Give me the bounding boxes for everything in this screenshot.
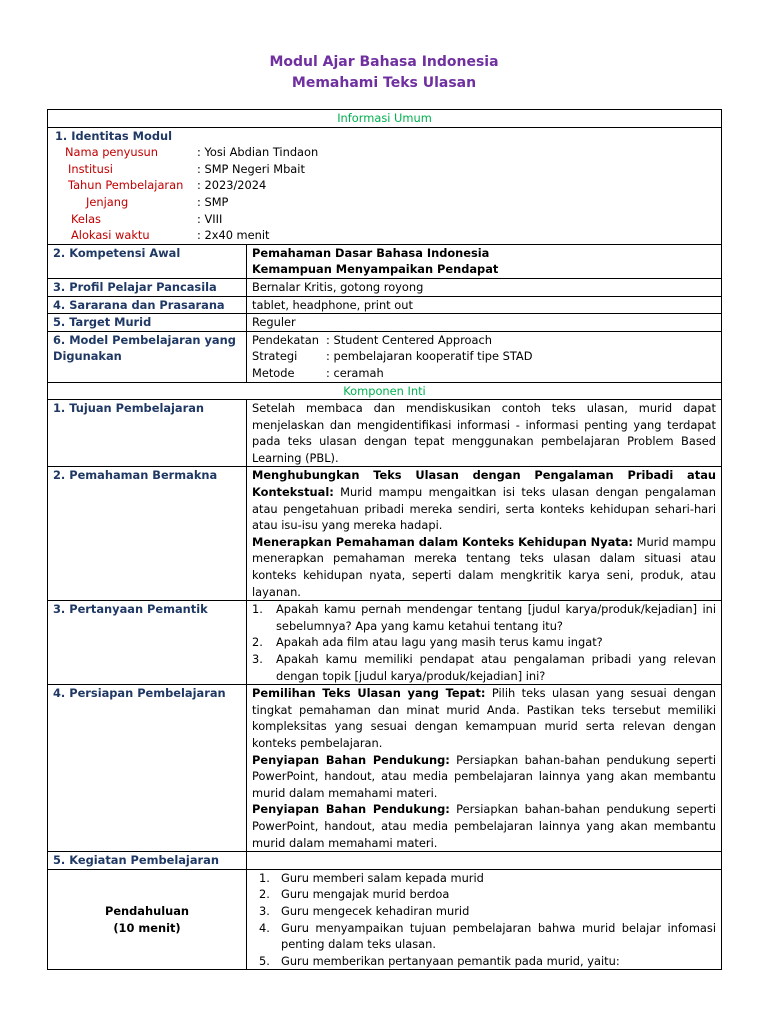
document-title: Modul Ajar Bahasa Indonesia bbox=[269, 54, 499, 70]
list-number: 2. bbox=[259, 887, 270, 902]
field-value: : Yosi Abdian Tindaon bbox=[197, 145, 319, 160]
field-key: Institusi bbox=[68, 161, 113, 176]
paragraph-heading: Menghubungkan Teks Ulasan dengan Pengalaman Pribadi atau Kontekstual: bbox=[252, 468, 716, 500]
model-key: Strategi bbox=[252, 349, 298, 364]
section-heading: Komponen Inti bbox=[48, 382, 722, 400]
field-key: Tahun Pembelajaran bbox=[68, 178, 184, 193]
pendahuluan-duration: (10 menit) bbox=[113, 920, 181, 935]
pendahuluan-label: Pendahuluan bbox=[104, 903, 190, 918]
sarana-label: 4. Sararana dan Prasarana bbox=[48, 296, 247, 314]
list-text: Apakah ada film atau lagu yang masih terus kamu ingat? bbox=[276, 635, 603, 650]
paragraph-text: Persiapkan bahan-bahan pendukung seperti PowerPoint, handout, atau media pembelajaran lainnya yang akan membantu murid dalam memahami materi. bbox=[252, 802, 716, 850]
tujuan-text: Setelah membaca dan mendiskusikan contoh teks ulasan, murid dapat menjelaskan dan mengidentifikasi informasi - informasi penting yang terdapat pada teks ulasan dengan tepat menggunakan pembelajaran Problem Based Learning (PBL). bbox=[247, 400, 722, 467]
field-key: Kelas bbox=[71, 211, 101, 226]
paragraph-text: Murid mampu mengaitkan isi teks ulasan dengan pengalaman atau pengetahuan pribadi mereka sendiri, serta konteks kehidupan sehari-hari atau isu-isu yang mereka hadapi. bbox=[252, 485, 716, 533]
section-row-komponen-inti bbox=[48, 382, 722, 400]
model-item bbox=[252, 332, 716, 349]
list-item bbox=[259, 953, 716, 970]
model-value: : pembelajaran kooperatif tipe STAD bbox=[326, 349, 533, 364]
module-table bbox=[47, 109, 722, 970]
paragraph-text: Murid mampu menerapkan pemahaman mereka tentang teks ulasan dalam situasi atau konteks kehidupan nyata, seperti dalam mengkritik karya seni, produk, atau layanan. bbox=[252, 534, 716, 599]
persiapan-paragraph bbox=[252, 685, 716, 751]
field-value: : VIII bbox=[197, 211, 223, 226]
list-item bbox=[259, 920, 716, 953]
list-number: 4. bbox=[259, 920, 270, 935]
model-item bbox=[252, 365, 716, 382]
model-label: 6. Model Pembelajaran yang Digunakan bbox=[48, 331, 247, 382]
field-value: : SMP bbox=[197, 194, 229, 209]
pendahuluan-row bbox=[48, 869, 722, 970]
target-value: Reguler bbox=[247, 314, 722, 332]
tujuan-row bbox=[48, 400, 722, 467]
model-key: Pendekatan bbox=[252, 332, 319, 347]
paragraph-heading: Penyiapan Bahan Pendukung: bbox=[252, 802, 450, 817]
list-number: 1. bbox=[252, 602, 263, 617]
list-number: 3. bbox=[252, 652, 263, 666]
paragraph-text: Persiapkan bahan-bahan pendukung seperti PowerPoint, handout, atau media pembelajaran lainnya yang akan membantu murid dalam memahami materi. bbox=[252, 752, 716, 800]
kompetensi-line: Kemampuan Menyampaikan Pendapat bbox=[252, 262, 499, 277]
target-row bbox=[48, 314, 722, 332]
paragraph-heading: Penyiapan Bahan Pendukung: bbox=[252, 752, 450, 767]
identitas-label: 1. Identitas Modul bbox=[55, 128, 172, 143]
pertanyaan-label: 3. Pertanyaan Pemantik bbox=[48, 601, 247, 685]
section-row-informasi-umum bbox=[48, 110, 722, 128]
model-key: Metode bbox=[252, 365, 295, 380]
section-heading: Informasi Umum bbox=[48, 110, 722, 128]
list-text: Guru menyampaikan tujuan pembelajaran bahwa murid belajar infomasi penting dalam teks ulasan. bbox=[281, 920, 716, 952]
profil-value: Bernalar Kritis, gotong royong bbox=[247, 278, 722, 296]
paragraph-text: Pilih teks ulasan yang sesuai dengan tingkat pemahaman dan minat murid Anda. Pastikan teks tersebut memiliki kompleksitas yang sesuai dengan kemampuan murid serta relevan dengan konteks pembelajaran. bbox=[252, 686, 717, 750]
list-item bbox=[259, 886, 716, 903]
list-text: Guru mengecek kehadiran murid bbox=[281, 903, 470, 918]
list-item bbox=[252, 651, 716, 684]
list-number: 3. bbox=[259, 903, 270, 918]
tujuan-label: 1. Tujuan Pembelajaran bbox=[48, 400, 247, 467]
sarana-value: tablet, headphone, print out bbox=[247, 296, 722, 314]
identitas-row bbox=[48, 127, 722, 244]
pertanyaan-row bbox=[48, 601, 722, 685]
field-value: : 2x40 menit bbox=[197, 228, 270, 243]
list-text: Guru memberi salam kepada murid bbox=[281, 870, 484, 885]
kompetensi-row bbox=[48, 244, 722, 278]
list-item bbox=[252, 634, 716, 651]
list-item bbox=[259, 903, 716, 920]
persiapan-label: 4. Persiapan Pembelajaran bbox=[48, 685, 247, 852]
pemahaman-paragraph bbox=[252, 467, 716, 533]
field-key: Alokasi waktu bbox=[71, 228, 150, 243]
kegiatan-row bbox=[48, 852, 722, 870]
identitas-fields bbox=[55, 144, 716, 244]
pemahaman-row bbox=[48, 467, 722, 601]
sarana-row bbox=[48, 296, 722, 314]
pemahaman-paragraph bbox=[252, 534, 716, 600]
paragraph-heading: Menerapkan Pemahaman dalam Konteks Kehidupan Nyata: bbox=[252, 534, 633, 549]
list-number: 2. bbox=[252, 635, 263, 650]
model-value: : ceramah bbox=[326, 365, 384, 380]
paragraph-heading: Pemilihan Teks Ulasan yang Tepat: bbox=[252, 686, 486, 701]
target-label: 5. Target Murid bbox=[48, 314, 247, 332]
list-item bbox=[259, 870, 716, 887]
model-row bbox=[48, 331, 722, 382]
list-text: Guru memberikan pertanyaan pemantik pada murid, yaitu: bbox=[281, 953, 620, 968]
persiapan-row bbox=[48, 685, 722, 852]
persiapan-paragraph bbox=[252, 752, 716, 802]
profil-label: 3. Profil Pelajar Pancasila bbox=[48, 278, 247, 296]
pemahaman-label: 2. Pemahaman Bermakna bbox=[48, 467, 247, 601]
field-key: Jenjang bbox=[86, 194, 129, 209]
list-number: 1. bbox=[259, 870, 270, 885]
persiapan-paragraph bbox=[252, 801, 716, 851]
list-item bbox=[252, 601, 716, 634]
document-subtitle: Memahami Teks Ulasan bbox=[291, 75, 477, 91]
model-value: : Student Centered Approach bbox=[326, 332, 492, 347]
profil-row bbox=[48, 278, 722, 296]
field-key: Nama penyusun bbox=[65, 145, 158, 160]
list-text: Apakah kamu memiliki pendapat atau pengalaman pribadi yang relevan dengan topik [judul karya/produk/kejadian] ini? bbox=[276, 652, 716, 683]
list-number: 5. bbox=[259, 953, 270, 968]
field-value: : 2023/2024 bbox=[197, 178, 267, 193]
list-text: Guru mengajak murid berdoa bbox=[281, 887, 450, 902]
kegiatan-label: 5. Kegiatan Pembelajaran bbox=[48, 852, 247, 870]
list-text: Apakah kamu pernah mendengar tentang [judul karya/produk/kejadian] ini sebelumnya? Apa yang kamu ketahui tentang itu? bbox=[276, 602, 716, 633]
model-item bbox=[252, 348, 716, 365]
kompetensi-line: Pemahaman Dasar Bahasa Indonesia bbox=[252, 245, 490, 260]
field-value: : SMP Negeri Mbait bbox=[197, 161, 305, 176]
kompetensi-label: 2. Kompetensi Awal bbox=[48, 244, 247, 278]
